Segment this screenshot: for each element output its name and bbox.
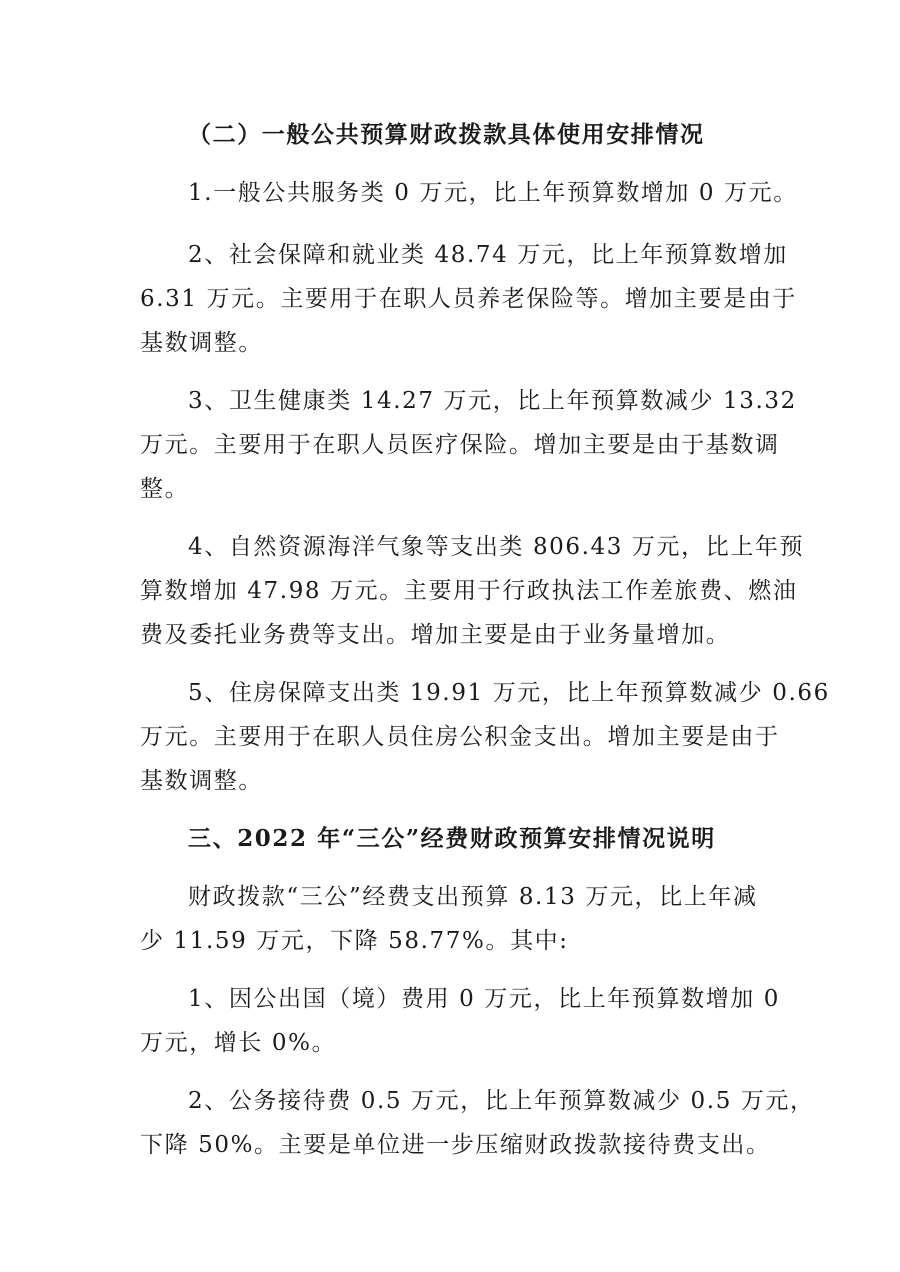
item-1-line-1: 1.一般公共服务类 0 万元，比上年预算数增加 0 万元。 [188,180,798,206]
item-2-line-2: 6.31 万元。主要用于在职人员养老保险等。增加主要是由于 [140,286,797,312]
item-3-line-2: 万元。主要用于在职人员医疗保险。增加主要是由于基数调 [140,432,780,458]
section3-heading: 三、2022 年“三公”经费财政预算安排情况说明 [188,825,716,852]
item-3-line-3: 整。 [140,476,190,502]
sangong-item-2-line-2: 下降 50%。主要是单位进一步压缩财政拨款接待费支出。 [140,1132,771,1158]
summary-line-1: 财政拨款“三公”经费支出预算 8.13 万元，比上年减 [188,884,758,910]
item-3-line-1: 3、卫生健康类 14.27 万元，比上年预算数减少 13.32 [188,388,797,414]
item-4-line-2: 算数增加 47.98 万元。主要用于行政执法工作差旅费、燃油 [140,578,798,604]
section-heading: （二）一般公共预算财政拨款具体使用安排情况 [188,121,705,148]
sangong-item-1-line-2: 万元，增长 0%。 [140,1030,337,1056]
item-2-line-1: 2、社会保障和就业类 48.74 万元，比上年预算数增加 [188,242,788,268]
sangong-item-2-line-1: 2、公务接待费 0.5 万元，比上年预算数减少 0.5 万元， [188,1088,815,1114]
item-4-line-3: 费及委托业务费等支出。增加主要是由于业务量增加。 [140,622,731,648]
item-5-line-1: 5、住房保障支出类 19.91 万元，比上年预算数减少 0.66 [188,680,830,706]
summary-line-2: 少 11.59 万元，下降 58.77%。其中: [140,928,569,954]
item-5-line-3: 基数调整。 [140,768,263,794]
item-2-line-3: 基数调整。 [140,330,263,356]
item-5-line-2: 万元。主要用于在职人员住房公积金支出。增加主要是由于 [140,724,780,750]
item-4-line-1: 4、自然资源海洋气象等支出类 806.43 万元，比上年预 [188,534,805,560]
sangong-item-1-line-1: 1、因公出国（境）费用 0 万元，比上年预算数增加 0 [188,986,781,1012]
